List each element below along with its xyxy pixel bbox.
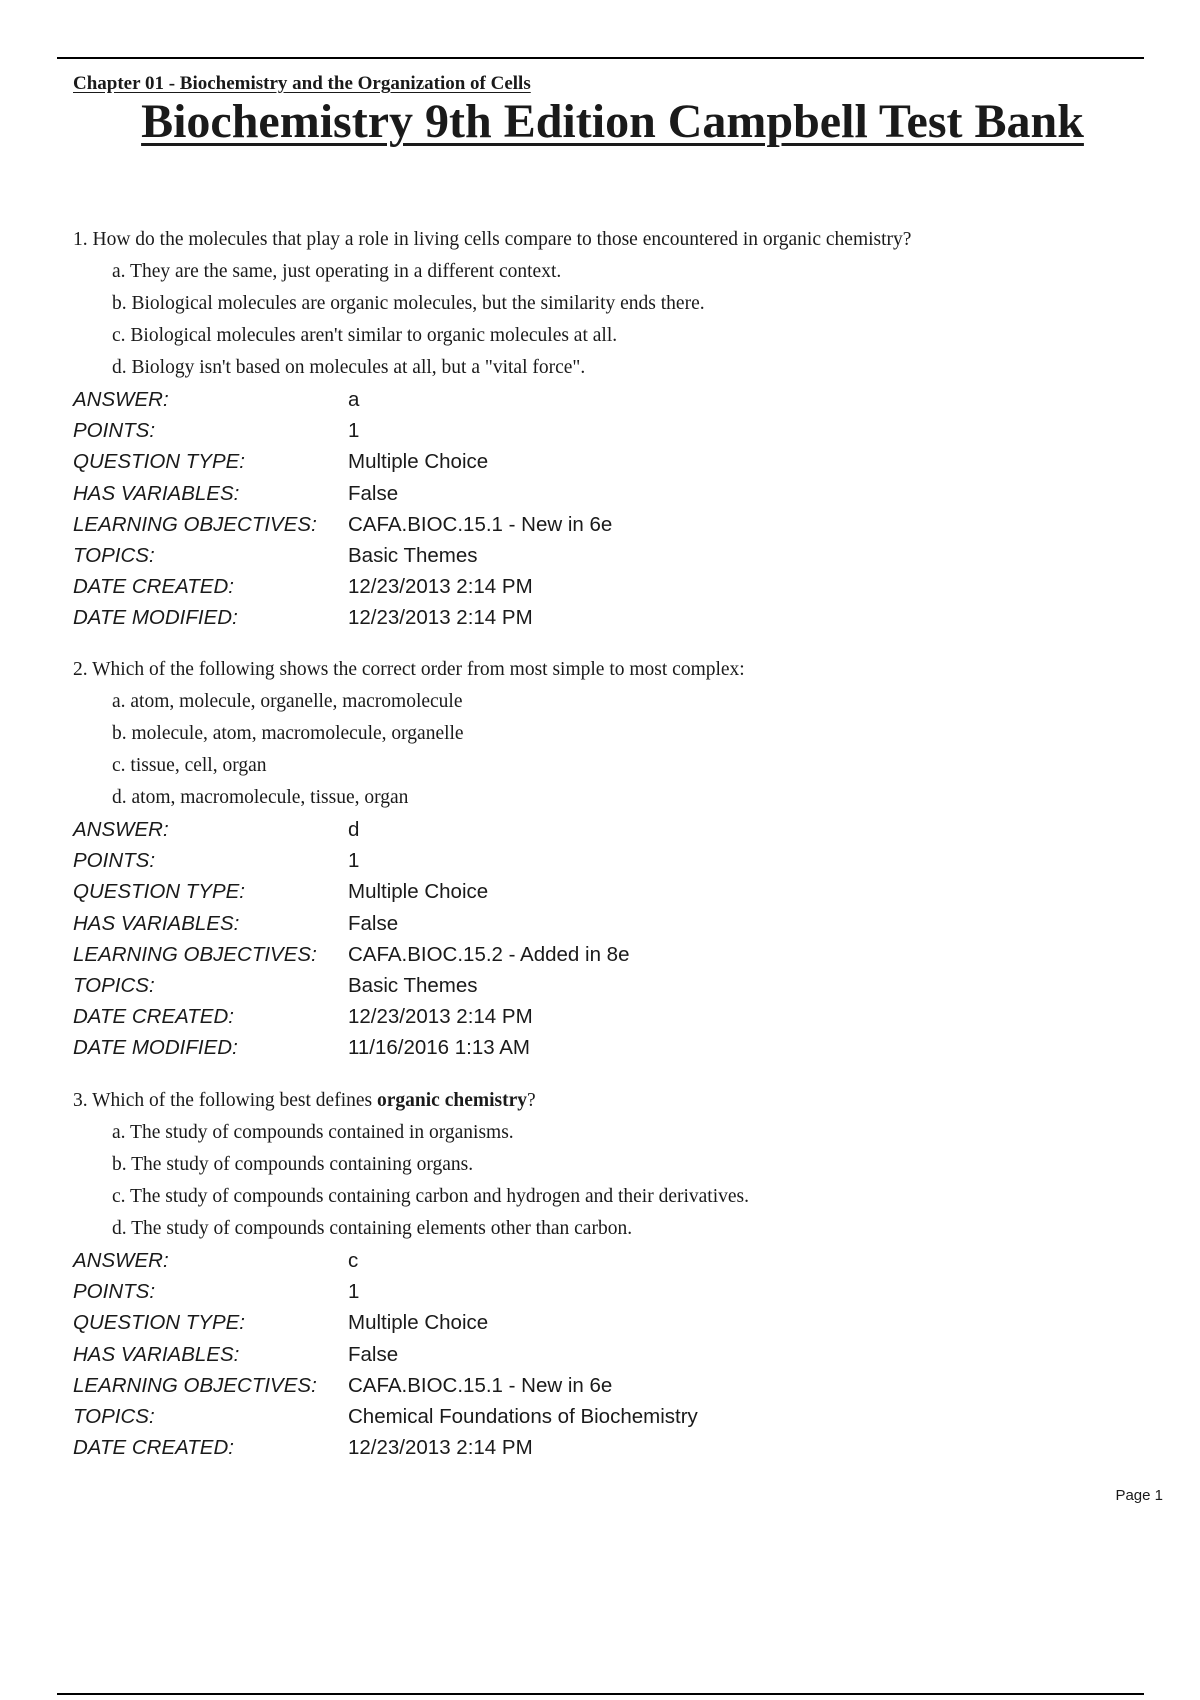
question-metadata: [73, 1245, 1143, 1463]
meta-label: QUESTION TYPE:: [73, 1311, 245, 1335]
meta-value: False: [348, 911, 399, 935]
question-stem-prefix: 3. Which of the following best defines: [73, 1090, 377, 1111]
meta-value: d: [348, 818, 360, 841]
meta-has-variables: [73, 1339, 1143, 1370]
answer-choices: [112, 686, 1143, 814]
page-number: Page 1: [1115, 1487, 1163, 1504]
choice-c: c. tissue, cell, organ: [112, 755, 267, 776]
meta-answer: [73, 814, 1143, 845]
choice-b: b. Biological molecules are organic molecules, but the similarity ends there.: [112, 293, 705, 314]
meta-value: 12/23/2013 2:14 PM: [348, 1436, 533, 1460]
meta-label: QUESTION TYPE:: [73, 450, 245, 474]
question-stem-suffix: ?: [527, 1090, 536, 1111]
meta-label: DATE CREATED:: [73, 1436, 234, 1460]
meta-value: Basic Themes: [348, 973, 478, 997]
meta-value: Multiple Choice: [348, 880, 489, 904]
choice-a: a. The study of compounds contained in organisms.: [112, 1122, 514, 1143]
meta-label: HAS VARIABLES:: [73, 481, 240, 505]
meta-value: 11/16/2016 1:13 AM: [348, 1036, 530, 1060]
chapter-heading: Chapter 01 - Biochemistry and the Organization of Cells: [73, 73, 531, 94]
meta-value: 1: [348, 419, 360, 443]
meta-label: TOPICS:: [73, 973, 155, 997]
meta-value: a: [348, 388, 360, 411]
meta-value: False: [348, 481, 399, 505]
meta-date-created: [73, 571, 1143, 602]
question-stem: [73, 1085, 1143, 1117]
meta-label: ANSWER:: [73, 1249, 169, 1272]
meta-value: 1: [348, 1280, 360, 1304]
meta-value: Chemical Foundations of Biochemistry: [348, 1404, 698, 1428]
meta-date-modified: [73, 1032, 1143, 1063]
choice-a: a. atom, molecule, organelle, macromolecule: [112, 691, 463, 712]
meta-value: Multiple Choice: [348, 450, 489, 474]
meta-date-created: [73, 1001, 1143, 1032]
meta-value: 12/23/2013 2:14 PM: [348, 606, 533, 630]
meta-topics: [73, 540, 1143, 571]
question-stem-bold-term: organic chemistry: [377, 1090, 528, 1111]
meta-label: ANSWER:: [73, 388, 169, 411]
meta-label: LEARNING OBJECTIVES:: [73, 1373, 317, 1397]
question-metadata: [73, 814, 1143, 1064]
meta-points: [73, 415, 1143, 446]
meta-answer: [73, 384, 1143, 415]
meta-question-type: [73, 1307, 1143, 1338]
meta-date-modified: [73, 602, 1143, 633]
choice-c: c. Biological molecules aren't similar to organic molecules at all.: [112, 325, 618, 346]
meta-value: Multiple Choice: [348, 1311, 489, 1335]
meta-topics: [73, 970, 1143, 1001]
meta-learning-objectives: [73, 939, 1143, 970]
page-title: Biochemistry 9th Edition Campbell Test Bank: [141, 95, 1084, 148]
meta-value: CAFA.BIOC.15.1 - New in 6e: [348, 1373, 613, 1397]
choice-a: a. They are the same, just operating in a different context.: [112, 261, 562, 282]
question-1: [73, 224, 1143, 634]
meta-value: CAFA.BIOC.15.1 - New in 6e: [348, 512, 613, 536]
question-3: [73, 1085, 1143, 1463]
choice-d: d. atom, macromolecule, tissue, organ: [112, 787, 409, 808]
choice-c: c. The study of compounds containing carbon and hydrogen and their derivatives.: [112, 1186, 750, 1207]
meta-label: DATE CREATED:: [73, 575, 234, 599]
choice-d: d. Biology isn't based on molecules at all, but a "vital force".: [112, 357, 586, 378]
meta-answer: [73, 1245, 1143, 1276]
question-metadata: [73, 384, 1143, 634]
meta-label: ANSWER:: [73, 818, 169, 841]
meta-date-created: [73, 1432, 1143, 1463]
meta-has-variables: [73, 908, 1143, 939]
meta-label: TOPICS:: [73, 1404, 155, 1428]
meta-learning-objectives: [73, 1370, 1143, 1401]
meta-value: False: [348, 1342, 399, 1366]
meta-value: Basic Themes: [348, 543, 478, 567]
meta-topics: [73, 1401, 1143, 1432]
meta-label: POINTS:: [73, 419, 156, 443]
answer-choices: [112, 256, 1143, 384]
meta-label: HAS VARIABLES:: [73, 911, 240, 935]
meta-label: TOPICS:: [73, 543, 155, 567]
meta-points: [73, 845, 1143, 876]
meta-label: POINTS:: [73, 1280, 156, 1304]
meta-label: HAS VARIABLES:: [73, 1342, 240, 1366]
meta-value: CAFA.BIOC.15.2 - Added in 8e: [348, 942, 630, 966]
meta-learning-objectives: [73, 509, 1143, 540]
meta-question-type: [73, 876, 1143, 907]
choice-b: b. The study of compounds containing organs.: [112, 1154, 474, 1175]
choice-b: b. molecule, atom, macromolecule, organelle: [112, 723, 464, 744]
question-stem: 2. Which of the following shows the correct order from most simple to most complex:: [73, 659, 745, 680]
meta-value: 1: [348, 849, 360, 873]
meta-label: DATE MODIFIED:: [73, 606, 238, 630]
choice-d: d. The study of compounds containing elements other than carbon.: [112, 1218, 633, 1239]
meta-has-variables: [73, 478, 1143, 509]
meta-question-type: [73, 446, 1143, 477]
question-stem: 1. How do the molecules that play a role in living cells compare to those encountered in organic chemistry?: [73, 229, 912, 250]
meta-label: POINTS:: [73, 849, 156, 873]
meta-label: DATE CREATED:: [73, 1005, 234, 1029]
answer-choices: [112, 1117, 1143, 1245]
meta-points: [73, 1276, 1143, 1307]
question-2: [73, 654, 1143, 1064]
meta-label: QUESTION TYPE:: [73, 880, 245, 904]
meta-value: c: [348, 1249, 359, 1272]
top-rule: [57, 57, 1144, 59]
meta-label: LEARNING OBJECTIVES:: [73, 942, 317, 966]
meta-value: 12/23/2013 2:14 PM: [348, 1005, 533, 1029]
meta-value: 12/23/2013 2:14 PM: [348, 575, 533, 599]
meta-label: LEARNING OBJECTIVES:: [73, 512, 317, 536]
meta-label: DATE MODIFIED:: [73, 1036, 238, 1060]
bottom-rule: [57, 1693, 1144, 1695]
